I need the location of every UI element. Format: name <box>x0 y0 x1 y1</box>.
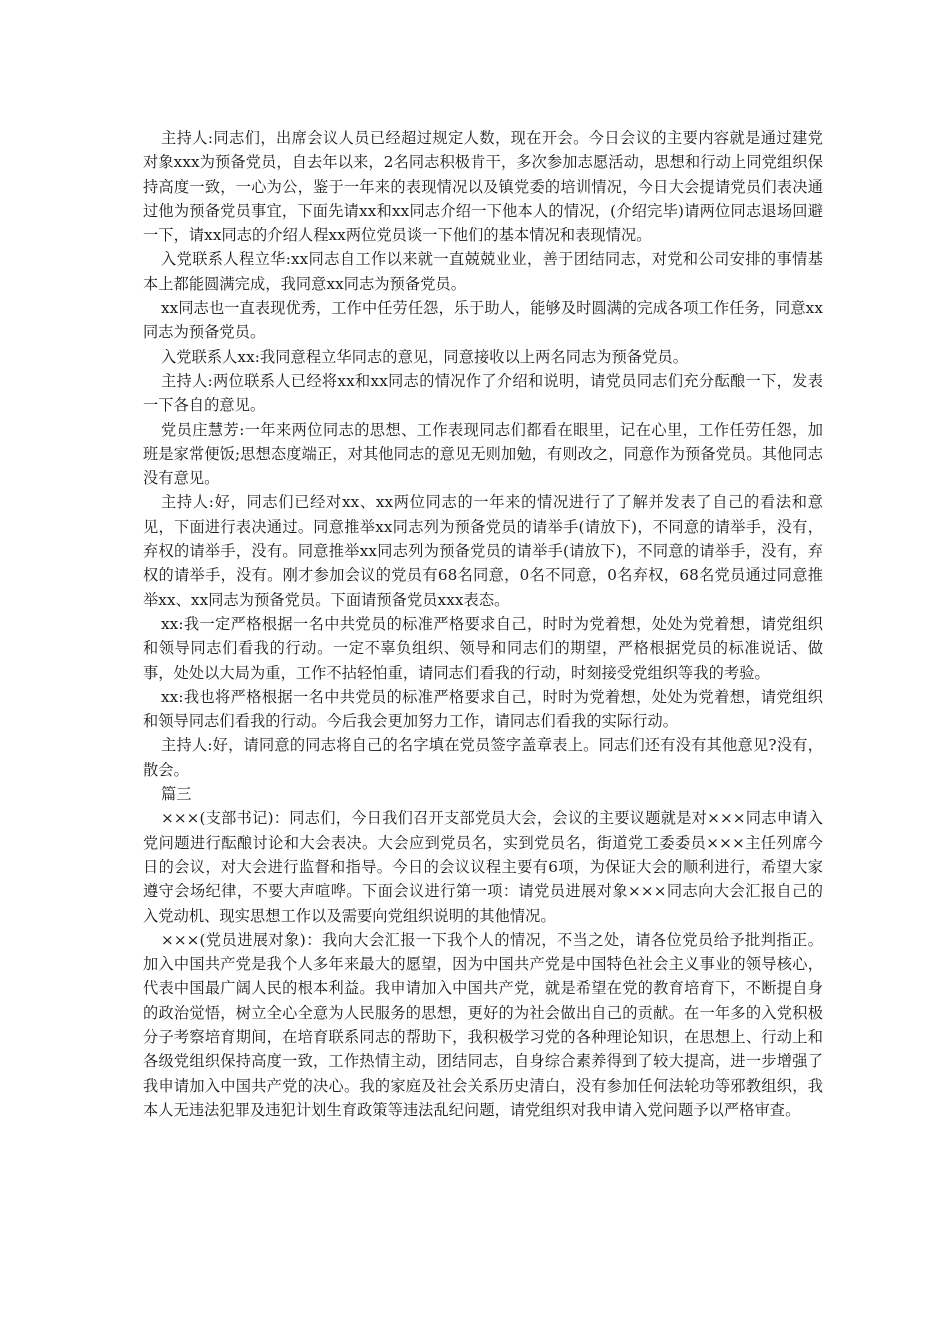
paragraph-branch-secretary: ×××(支部书记)：同志们，今日我们召开支部党员大会，会议的主要议题就是对×××同志申请入党问题进行酝酿讨论和大会表决。大会应到党员名，实到党员名，街道党工委委员×××主任列席今日的会议，对大会进行监督和指导。今日的会议议程主要有6项，为保证大会的顺利进行，希望大家遵守会场纪律，不要大声喧哗。下面会议进行第一项：请党员进展对象×××同志向大会汇报自己的入党动机、现实思想工作以及需要向党组织说明的其他情况。 <box>143 809 823 925</box>
paragraph-host-vote: 主持人:好，同志们已经对xx、xx两位同志的一年来的情况进行了了解并发表了自己的看法和意见，下面进行表决通过。同意推举xx同志列为预备党员的请举手(请放下)，不同意的请举手，没有，弃权的请举手，没有。同意推举xx同志列为预备党员的请举手(请放下)，不同意的请举手，没有，弃权的请举手，没有。刚才参加会议的党员有68名同意，0名不同意，0名弃权，68名党员通过同意推举xx、xx同志为预备党员。下面请预备党员xxx表态。 <box>143 493 823 609</box>
paragraph-second-candidate: xx同志也一直表现优秀，工作中任劳任怨，乐于助人，能够及时圆满的完成各项工作任务，同意xx同志为预备党员。 <box>143 299 823 342</box>
paragraph-host-discussion: 主持人:两位联系人已经将xx和xx同志的情况作了介绍和说明，请党员同志们充分酝酿一下，发表一下各自的意见。 <box>143 371 823 415</box>
paragraph-host-opening: 主持人:同志们，出席会议人员已经超过规定人数，现在开会。今日会议的主要内容就是通过建党对象xxx为预备党员，自去年以来，2名同志积极肯干，多次参加志愿活动，思想和行动上同党组织保持高度一致，一心为公，鉴于一年来的表现情况以及镇党委的培训情况，今日大会提请党员们表决通过他为预备党员事宜，下面先请xx和xx同志介绍一下他本人的情况，(介绍完毕)请两位同志退场回避一下，请xx同志的介绍人程xx两位党员谈一下他们的基本情况和表现情况。 <box>143 129 823 245</box>
section-heading-part-three: 篇三 <box>161 785 192 804</box>
paragraph-contact-xx: 入党联系人xx:我同意程立华同志的意见，同意接收以上两名同志为预备党员。 <box>161 347 689 366</box>
paragraph-statement-first: xx:我一定严格根据一名中共党员的标准严格要求自己，时时为党着想，处处为党着想，请党组织和领导同志们看我的行动。一定不辜负组织、领导和同志们的期望，严格根据党员的标准说话、做事，处处以大局为重，工作不拈轻怕重，请同志们看我的行动，时刻接受党组织等我的考验。 <box>143 614 823 682</box>
paragraph-member-zhuang: 党员庄慧芳:一年来两位同志的思想、工作表现同志们都看在眼里，记在心里，工作任劳任怨，加班是家常便饭;思想态度端正，对其他同志的意见无则加勉，有则改之，同意作为预备党员。其他同志没有意见。 <box>143 420 823 488</box>
paragraph-development-target: ×××(党员进展对象)：我向大会汇报一下我个人的情况，不当之处，请各位党员给予批判指正。加入中国共产党是我个人多年来最大的愿望，因为中国共产党是中国特色社会主义事业的领导核心，代表中国最广阔人民的根本利益。我申请加入中国共产党，就是希望在党的教育培育下，不断提自身的政治觉悟，树立全心全意为人民服务的思想，更好的为社会做出自己的贡献。在一年多的入党积极分子考察培育期间，在培育联系同志的帮助下，我积极学习党的各种理论知识，在思想上、行动上和各级党组织保持高度一致，工作热情主动，团结同志，自身综合素养得到了较大提高，进一步增强了我申请加入中国共产党的决心。我的家庭及社会关系历史清白，没有参加任何法轮功等邪教组织，我本人无违法犯罪及违犯计划生育政策等违法乱纪问题，请党组织对我申请入党问题予以严格审查。 <box>143 930 823 1119</box>
paragraph-host-closing: 主持人:好，请同意的同志将自己的名字填在党员签字盖章表上。同志们还有没有其他意见?没有，散会。 <box>143 736 823 779</box>
paragraph-statement-second: xx:我也将严格根据一名中共党员的标准严格要求自己，时时为党着想，处处为党着想，请党组织和领导同志们看我的行动。今后我会更加努力工作，请同志们看我的实际行动。 <box>143 687 823 731</box>
document-page <box>143 126 823 1122</box>
paragraph-contact-cheng: 入党联系人程立华:xx同志自工作以来就一直兢兢业业，善于团结同志，对党和公司安排的事情基本上都能圆满完成，我同意xx同志为预备党员。 <box>143 250 823 293</box>
